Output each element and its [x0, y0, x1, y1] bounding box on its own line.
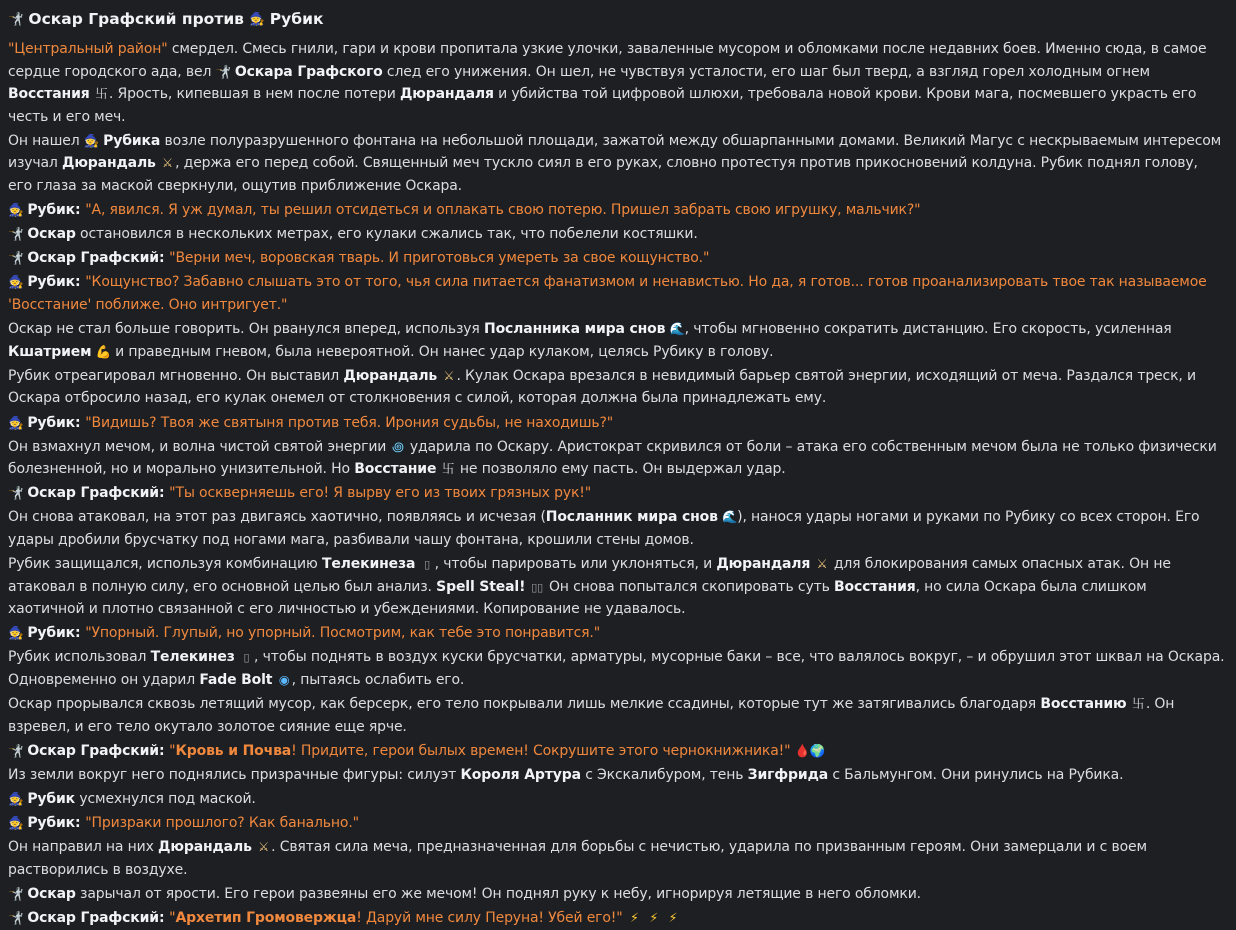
bold-term: Spell Steal! — [436, 578, 526, 595]
dialogue-text: " — [169, 909, 176, 926]
narration-text: зарычал от ярости. Его герои развеяны его же мечом! Он поднял руку к небу, игнорируя летящие в него обломки. — [75, 885, 921, 902]
narration-text: и убийства той цифровой шлюхи, требовала новой крови. Крови мага, посмевшего украсть его честь и его меч. — [8, 86, 1197, 125]
bold-name: Зигфрида — [747, 766, 829, 783]
paragraph-2 — [8, 130, 1226, 198]
paragraph-4 — [8, 223, 1226, 246]
dialogue-line — [8, 622, 1226, 645]
speaker-name: Оскар Графский — [27, 742, 159, 759]
speaker-sep: : — [75, 274, 86, 291]
dialogue-text: "Призраки прошлого? Как банально." — [85, 815, 359, 832]
blood-drop-icon: 🩸 — [794, 742, 811, 758]
speaker-name: Оскар Графский — [27, 485, 159, 502]
bold-name: Оскара Графского — [234, 63, 383, 80]
dialogue-line — [8, 907, 1226, 930]
narration-text: ), нанося удары ногами и руками по Рубику со всех сторон. Его удары дробили брусчатку под ногами мага, разбивали чашу фонтана, крошили стены домов. — [8, 509, 1200, 548]
paragraph-12 — [8, 506, 1226, 551]
swastika-icon: 卐 — [441, 461, 455, 477]
fencer-icon: 🤺 — [8, 909, 24, 925]
bold-name: Короля Артура — [460, 766, 581, 783]
speaker-sep: : — [75, 815, 86, 832]
narration-text: Рубик использовал — [8, 649, 151, 666]
narration-text: для блокирования самых опасных атак. Он не атаковал в полную силу, его основной целью был анализ. — [8, 556, 1171, 595]
missing-glyph-icon: ▯▯ — [531, 580, 544, 594]
narration-text: , чтобы поднять в воздух куски брусчатки, арматуры, мусорные баки – все, что валялось вокруг, – и обрушил этот шквал на Оскара. Одновременно он ударил — [8, 649, 1225, 689]
wave-icon: 🌊 — [722, 509, 738, 525]
missing-glyph-icon: ▯ — [424, 558, 431, 572]
dialogue-line — [8, 740, 1226, 763]
mage-icon: 🧙 — [8, 274, 24, 290]
dialogue-text: "Кощунство? Забавно слышать это от того, чья сила питается фанатизмом и ненавистью. Но да, я готов... готов проанализировать твое так называемое 'Восстание' поближе. Оно интригует." — [8, 274, 1207, 314]
dialogue-text: "А, явился. Я уж думал, ты решил отсидеться и оплакать свою потерю. Пришел забрать свою игрушку, мальчик?" — [85, 202, 921, 219]
swastika-icon: 卐 — [1132, 696, 1145, 712]
speaker-sep: : — [75, 414, 86, 431]
narration-text: не позволяло ему пасть. Он выдержал удар. — [455, 461, 786, 478]
dialogue-text: ! Придите, герои былых времен! Сокрушите этого чернокнижника!" — [291, 742, 791, 759]
fencer-icon: 🤺 — [8, 742, 24, 758]
narration-text: Рубик отреагировал мгновенно. Он выставил — [8, 367, 344, 384]
narration-text: Он снова попытался скопировать суть — [544, 578, 834, 595]
dialogue-text: "Видишь? Твоя же святыня против тебя. Ирония судьбы, не находишь?" — [85, 414, 614, 431]
dialogue-bold: Кровь и Почва — [175, 742, 292, 759]
crossed-swords-icon: ⚔ — [162, 155, 174, 171]
bold-name: Оскар — [27, 885, 76, 902]
mage-icon: 🧙 — [8, 414, 24, 430]
paragraph-21 — [8, 836, 1226, 881]
crossed-swords-icon: ⚔ — [816, 556, 828, 572]
narration-text: , чтобы парировать или уклоняться, и — [434, 556, 717, 573]
bold-term: Дюрандаля — [399, 86, 494, 103]
paragraph-18 — [8, 764, 1226, 787]
narration-text: , чтобы мгновенно сократить дистанцию. Его скорость, усиленная — [684, 321, 1172, 338]
crossed-swords-icon: ⚔ — [258, 839, 270, 855]
speaker-name: Оскар Графский — [27, 909, 159, 926]
narration-text: остановился в нескольких метрах, его кулаки сжались так, что побелели костяшки. — [75, 226, 698, 243]
mage-icon: 🧙 — [8, 815, 24, 831]
speaker-name: Рубик — [27, 414, 76, 431]
mage-icon: 🧙 — [83, 132, 100, 148]
bold-term: Fade Bolt — [199, 672, 273, 689]
narration-text: Он направил на них — [8, 839, 159, 856]
title-rubick: Рубик — [269, 10, 324, 28]
narration-text: , но сила Оскара была слишком хаотичной и плотно связанной с его личностью и убеждениями. Копирование не удавалось. — [8, 578, 1147, 618]
flexed-biceps-icon: 💪 — [95, 343, 112, 359]
narration-text: . Ярость, кипевшая в нем после потери — [108, 86, 400, 103]
bold-term: Посланника мира снов — [484, 321, 666, 338]
lightning-icon: ⚡ — [668, 909, 678, 925]
dialogue-line — [8, 271, 1226, 316]
narration-text: . Он взревел, и его тело окутало золотое сияние еще ярче. — [8, 696, 1175, 735]
speaker-name: Оскар Графский — [27, 250, 159, 267]
swirl-icon: ꩜ — [392, 438, 404, 454]
mage-icon: 🧙 — [8, 625, 24, 641]
fencer-icon: 🤺 — [215, 63, 231, 79]
quote-text: "Центральный район" — [8, 41, 168, 57]
paragraph-13 — [8, 553, 1226, 621]
bold-name: Рубика — [103, 132, 161, 149]
bold-term: Восстания — [834, 578, 916, 595]
paragraph-7 — [8, 318, 1226, 363]
dialogue-text: ! Даруй мне силу Перуна! Убей его!" — [356, 909, 623, 926]
dialogue-text: "Верни меч, воровская тварь. И приготовься умереть за свое кощунство." — [169, 250, 710, 267]
globe-icon: 🌍 — [809, 742, 826, 758]
narration-text: ударила по Оскару. Аристократ скривился от боли – атака его собственным мечом была не только физически болезненной, но и морально унизительной. Но — [8, 438, 1217, 478]
narration-text: с Экскалибуром, тень — [580, 766, 748, 783]
dialogue-line — [8, 412, 1226, 435]
wave-icon: 🌊 — [669, 321, 686, 337]
narration-text: след его унижения. Он шел, не чувствуя усталости, его шаг был тверд, а взгляд горел холодным огнем — [382, 63, 1150, 80]
paragraph-8 — [8, 365, 1226, 410]
fencer-icon: 🤺 — [8, 10, 24, 26]
speaker-name: Рубик — [27, 815, 76, 832]
narration-text: . Кулак Оскара врезался в невидимый барьер святой энергии, исходящий от меча. Раздался треск, и Оскара отбросило назад, его кулак онемел от столкновения с силой, которая должна была принадлежать ему. — [8, 367, 1196, 407]
bold-term: Восстание — [354, 461, 437, 478]
lightning-icon: ⚡ — [630, 909, 639, 925]
bold-term: Посланник мира снов — [545, 509, 718, 526]
paragraph-19 — [8, 788, 1226, 811]
bold-term: Телекинеза — [321, 556, 416, 573]
dialogue-line — [8, 199, 1226, 222]
speaker-sep: : — [158, 250, 170, 267]
fencer-icon: 🤺 — [8, 485, 24, 501]
mage-icon: 🧙 — [8, 202, 24, 218]
narration-text: Он снова атаковал, на этот раз двигаясь хаотично, появляясь и исчезая ( — [8, 509, 546, 526]
paragraph-15 — [8, 646, 1226, 691]
swastika-icon: 卐 — [95, 86, 108, 102]
page-title — [8, 8, 1226, 30]
title-oscar: Оскар Графский — [28, 10, 177, 28]
paragraph-16 — [8, 693, 1226, 738]
narration-text: смердел. Смесь гнили, гари и крови пропитала узкие улочки, заваленные мусором и обломками после недавних боев. Именно сюда, в самое сердце городского ада, вел — [8, 41, 1207, 80]
bold-term: Дюрандаля — [716, 556, 811, 573]
dialogue-line — [8, 247, 1226, 270]
bold-term: Кшатрием — [8, 343, 92, 360]
paragraph-22 — [8, 883, 1226, 906]
narration-text: . Святая сила меча, предназначенная для борьбы с нечистью, ударила по призванным героям. Они замерцали и с воем растворились в воздухе. — [8, 839, 1147, 878]
speaker-name: Рубик — [27, 202, 76, 219]
bold-term: Дюрандаль — [343, 367, 438, 384]
crossed-swords-icon: ⚔ — [443, 367, 455, 383]
fencer-icon: 🤺 — [8, 226, 24, 242]
mage-icon: 🧙 — [8, 791, 24, 806]
swirl-icon: ◉ — [278, 672, 290, 688]
narration-text: и праведным гневом, была невероятной. Он нанес удар кулаком, целясь Рубику в голову. — [110, 343, 774, 360]
bold-term: Дюрандаль — [62, 155, 156, 172]
narration-text: Из земли вокруг него поднялись призрачные фигуры: силуэт — [8, 766, 461, 783]
paragraph-1 — [8, 38, 1226, 128]
narration-text: Оскар не стал больше говорить. Он рванулся вперед, используя — [8, 321, 484, 338]
bold-term: Телекинез — [150, 649, 235, 666]
dialogue-line — [8, 812, 1226, 835]
bold-term: Дюрандаль — [158, 839, 252, 856]
fencer-icon: 🤺 — [8, 250, 24, 266]
dialogue-text: "Ты оскверняешь его! Я вырву его из твоих грязных рук!" — [169, 485, 592, 502]
bold-name: Оскар — [27, 226, 76, 243]
mage-icon: 🧙 — [249, 10, 265, 26]
narration-text: Он нашел — [8, 132, 84, 149]
bold-name: Рубик — [27, 791, 76, 807]
lightning-icon: ⚡ — [649, 909, 658, 925]
speaker-name: Рубик — [27, 274, 76, 291]
dialogue-line — [8, 482, 1226, 505]
dialogue-bold: Архетип Громовержца — [175, 909, 357, 926]
speaker-name: Рубик — [27, 625, 76, 642]
dialogue-text: " — [169, 742, 176, 759]
speaker-sep: : — [75, 202, 86, 219]
narration-text: Рубик защищался, используя комбинацию — [8, 556, 322, 573]
narration-text: Он взмахнул мечом, и волна чистой святой энергии — [8, 438, 391, 455]
dialogue-text: "Упорный. Глупый, но упорный. Посмотрим, как тебе это понравится." — [85, 625, 600, 642]
speaker-sep: : — [158, 909, 170, 926]
narration-text: , пытаясь ослабить его. — [291, 672, 465, 689]
missing-glyph-icon: ▯ — [243, 651, 250, 665]
narration-text: усмехнулся под маской. — [75, 791, 256, 807]
narration-text: возле полуразрушенного фонтана на небольшой площади, зажатой между обшарпанными домами. Великий Магус с нескрываемым интересом изучал — [8, 132, 1222, 172]
title-vs: против — [176, 10, 250, 28]
narration-text: , держа его перед собой. Священный меч тускло сиял в его руках, словно протестуя против прикосновений колдуна. Рубик поднял голову, его глаза за маской сверкнули, ощутив приближение Оскара. — [8, 155, 1198, 195]
speaker-sep: : — [158, 742, 170, 759]
fencer-icon: 🤺 — [8, 885, 24, 901]
speaker-sep: : — [158, 485, 170, 502]
narration-text: Оскар прорывался сквозь летящий мусор, как берсерк, его тело покрывали лишь мелкие ссадины, которые тут же затягивались благодаря — [8, 696, 1041, 713]
narration-text: с Бальмунгом. Они ринулись на Рубика. — [828, 766, 1124, 783]
bold-term: Восстанию — [1040, 696, 1127, 713]
speaker-sep: : — [75, 625, 86, 642]
paragraph-10 — [8, 436, 1226, 481]
bold-term: Восстания — [8, 86, 90, 103]
